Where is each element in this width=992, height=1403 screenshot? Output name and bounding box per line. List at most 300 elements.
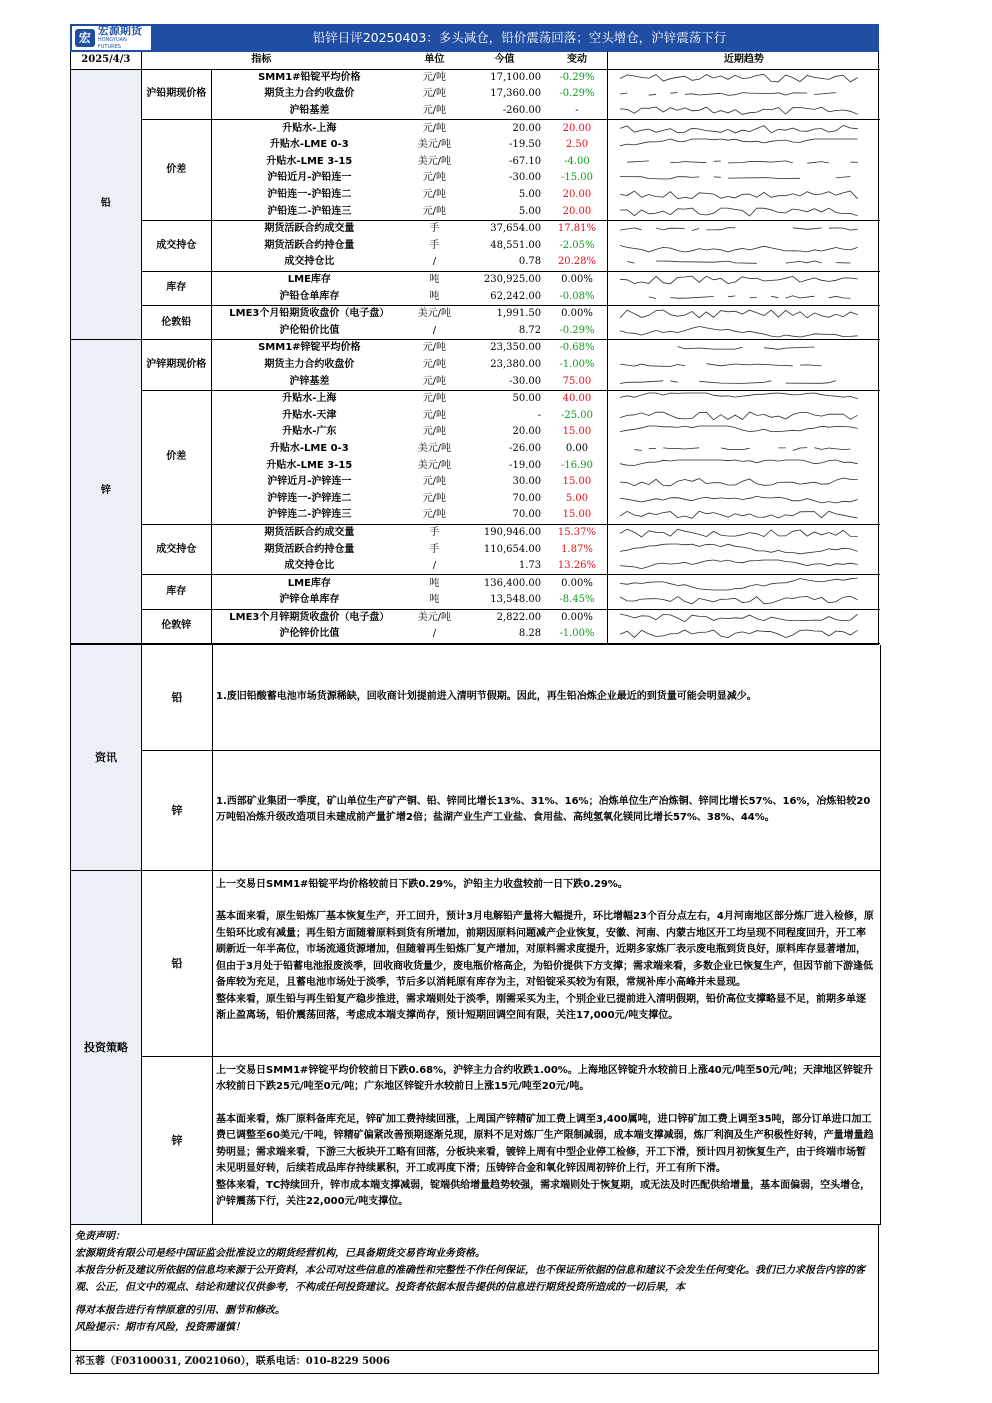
indicator-name: LME库存 — [287, 274, 331, 286]
indicator-name: 沪铅连二-沪铅连三 — [211, 203, 406, 220]
metal-group-label: 锌 — [71, 340, 141, 644]
category-label: 库存 — [141, 271, 211, 305]
unit-cell: 元/吨 — [422, 71, 447, 83]
trend-sparkline — [608, 626, 880, 642]
unit-cell: 手 — [429, 239, 440, 251]
report-banner — [70, 24, 879, 52]
indicator-name: 期货活跃合约成交量 — [264, 223, 355, 235]
unit-cell: 美元/吨 — [417, 611, 452, 623]
unit-cell: 吨 — [407, 592, 462, 609]
change-cell: -2.05% — [559, 239, 595, 251]
trend-cell — [607, 609, 880, 626]
unit-cell: / — [407, 558, 462, 575]
unit-cell: 元/吨 — [422, 492, 447, 504]
value-cell: 23,380.00 — [490, 358, 542, 370]
unit-cell: 元/吨 — [407, 373, 462, 390]
trend-sparkline — [608, 374, 880, 390]
value-cell: 13,548.00 — [462, 592, 547, 609]
trend-sparkline — [608, 306, 880, 322]
change-cell: 2.50 — [565, 139, 589, 151]
value-cell: 110,654.00 — [483, 543, 542, 555]
change-cell: -16.90 — [560, 459, 593, 471]
trend-cell — [607, 323, 880, 340]
category-label: 成交持仓 — [141, 220, 211, 271]
trend-cell — [607, 69, 880, 86]
trend-line — [620, 364, 843, 367]
change-cell: -1.00% — [547, 626, 607, 643]
indicator-name: 升贴水-LME 0-3 — [269, 139, 349, 151]
trend-line — [620, 191, 858, 199]
value-cell: -19.50 — [509, 139, 542, 151]
trend-sparkline — [608, 170, 880, 186]
change-cell: 1.87% — [561, 543, 593, 555]
change-cell: 17.81% — [557, 223, 597, 235]
trend-cell — [607, 86, 880, 103]
indicator-name: LME3个月铅期货收盘价（电子盘） — [229, 308, 390, 320]
unit-cell: 元/吨 — [422, 476, 447, 488]
trend-sparkline — [608, 610, 880, 626]
trend-cell — [607, 373, 880, 390]
unit-cell: 元/吨 — [422, 122, 447, 134]
trend-line — [620, 93, 858, 96]
trend-line — [634, 448, 857, 451]
value-cell: 17,100.00 — [490, 71, 542, 83]
trend-cell — [607, 170, 880, 187]
value-cell: 1,991.50 — [496, 308, 542, 320]
value-cell: 190,946.00 — [483, 526, 542, 538]
unit-cell: 元/吨 — [407, 203, 462, 220]
trend-cell — [607, 490, 880, 507]
trend-line — [620, 597, 858, 605]
trend-cell — [607, 524, 880, 541]
indicator-name: 升贴水-上海 — [282, 122, 337, 134]
trend-sparkline — [608, 70, 880, 86]
unit-cell: / — [407, 323, 462, 340]
trend-line — [620, 578, 858, 590]
trend-cell — [607, 474, 880, 491]
trend-line — [627, 261, 857, 263]
value-cell: 136,400.00 — [483, 577, 542, 589]
trend-cell — [607, 626, 880, 643]
trend-cell — [607, 424, 880, 441]
company-logo — [72, 26, 151, 50]
trend-line — [620, 276, 858, 284]
strategy-zinc-text — [213, 1057, 880, 1224]
trend-sparkline — [608, 254, 880, 270]
trend-sparkline — [608, 340, 880, 356]
trend-cell — [607, 407, 880, 424]
trend-sparkline — [608, 357, 880, 373]
trend-sparkline — [608, 238, 880, 254]
value-cell: 20.00 — [512, 122, 542, 134]
strategy-lead-para: 上一交易日SMM1#铅锭平均价格较前日下跌0.29%，沪铅主力收盘较前一日下跌0.29%。 — [216, 878, 628, 890]
indicator-name: 升贴水-广东 — [282, 426, 337, 438]
indicator-name: 沪铅仓单库存 — [211, 288, 406, 305]
trend-line — [620, 380, 858, 383]
indicator-name: 沪铅基差 — [211, 103, 406, 120]
indicator-name: 升贴水-天津 — [282, 409, 337, 421]
value-cell: 20.00 — [512, 426, 542, 438]
trend-cell — [607, 238, 880, 255]
change-cell: 40.00 — [562, 393, 592, 405]
indicator-table-frame — [70, 52, 879, 645]
trend-cell — [607, 592, 880, 609]
trend-line — [620, 496, 858, 503]
trend-sparkline — [608, 154, 880, 170]
trend-line — [627, 161, 857, 163]
category-label: 成交持仓 — [141, 524, 211, 575]
trend-line — [649, 295, 851, 298]
indicator-name: 沪锌近月-沪锌连一 — [267, 476, 352, 488]
unit-cell: 元/吨 — [407, 507, 462, 524]
trend-line — [620, 393, 858, 399]
unit-cell: 元/吨 — [422, 393, 447, 405]
trend-line — [620, 177, 850, 180]
table-row — [71, 305, 880, 322]
change-cell: -1.00% — [559, 358, 595, 370]
table-row — [71, 220, 880, 237]
change-cell: -0.29% — [547, 323, 607, 340]
metal-group-label: 铅 — [71, 69, 141, 340]
trend-line — [620, 74, 858, 82]
report-title: 铅锌日评20250403：多头减仓，铅价震荡回落；空头增仓，沪锌震荡下行 — [312, 30, 727, 45]
trend-sparkline — [608, 542, 880, 558]
trend-cell — [607, 390, 880, 407]
change-cell: -15.00 — [560, 172, 593, 184]
trend-cell — [607, 340, 880, 357]
trend-line — [620, 512, 858, 519]
change-cell: -25.00 — [560, 409, 593, 421]
logo-english: HONGYUAN FUTURES — [97, 37, 127, 50]
change-cell: -0.29% — [559, 71, 595, 83]
trend-line — [620, 412, 858, 420]
trend-cell — [607, 103, 880, 120]
value-cell: 0.78 — [462, 254, 547, 271]
disclaimer — [70, 1225, 879, 1351]
trend-sparkline — [608, 408, 880, 424]
value-cell: -67.10 — [509, 155, 542, 167]
disclaimer-line: 风险提示：期市有风险，投资需谨慎！ — [75, 1321, 245, 1333]
trend-sparkline — [608, 121, 880, 137]
value-cell: -30.00 — [462, 373, 547, 390]
trend-sparkline — [608, 289, 880, 305]
logo-mark-icon: 宏 — [75, 29, 95, 47]
value-cell: 37,654.00 — [490, 223, 542, 235]
trend-sparkline — [608, 576, 880, 592]
trend-cell — [607, 457, 880, 474]
news-label: 资讯 — [71, 645, 142, 870]
change-cell: 20.00 — [547, 203, 607, 220]
unit-cell: 手 — [429, 223, 440, 235]
header-change: 变动 — [547, 52, 607, 69]
category-label: 沪铅期现价格 — [141, 69, 211, 120]
change-cell: 15.00 — [547, 507, 607, 524]
unit-cell: 元/吨 — [422, 409, 447, 421]
trend-sparkline — [608, 491, 880, 507]
value-cell: 48,551.00 — [490, 239, 542, 251]
unit-cell: 吨 — [429, 577, 440, 589]
trend-sparkline — [608, 137, 880, 153]
value-cell: -260.00 — [462, 103, 547, 120]
disclaimer-line: 宏源期货有限公司是经中国证监会批准设立的期货经营机构，已具备期货交易咨询业务资格。 — [75, 1247, 485, 1259]
indicator-name: 升贴水-LME 3-15 — [266, 155, 353, 167]
unit-cell: 美元/吨 — [417, 459, 452, 471]
header-indicator: 指标 — [211, 52, 406, 69]
change-cell: - — [547, 103, 607, 120]
change-cell: 0.00% — [561, 274, 593, 286]
value-cell: -30.00 — [509, 172, 542, 184]
indicator-name: SMM1#铅锭平均价格 — [258, 71, 361, 83]
change-cell: -0.68% — [559, 342, 595, 354]
change-cell: 0.00% — [561, 611, 593, 623]
news-zinc-text: 1.西部矿业集团一季度，矿山单位生产矿产铜、铅、锌同比增长13%、31%、16%；冶炼单位生产冶炼铜、锌同比增长57%、16%，冶炼铅较20万吨铅冶炼升级改造项目未建成前产量扩增2倍；盐湖产业生产工业盐、食用盐、高纯氢氧化镁同比增长57%、38%、44%。 — [216, 796, 871, 824]
trend-cell — [607, 357, 880, 374]
trend-cell — [607, 120, 880, 137]
trend-sparkline — [608, 103, 880, 119]
trend-cell — [607, 220, 880, 237]
table-row — [71, 271, 880, 288]
news-lead-label: 铅 — [142, 645, 213, 750]
trend-cell — [607, 288, 880, 305]
trend-sparkline — [608, 592, 880, 608]
trend-line — [620, 125, 858, 132]
value-cell: 5.00 — [462, 203, 547, 220]
trend-line — [620, 544, 858, 554]
trend-line — [620, 478, 858, 486]
trend-sparkline — [608, 458, 880, 474]
strategy-zinc-para: 整体来看，TC持续回升，锌市成本端支撑减弱，锭端供给增量趋势较强，需求端则处于恢复期，或无法及时匹配供给增量，基本面偏弱，空头增仓，沪锌震荡下行，关注22,000元/吨支撑位。 — [216, 1179, 871, 1208]
change-cell: -8.45% — [547, 592, 607, 609]
unit-cell: 吨 — [429, 274, 440, 286]
table-row — [71, 524, 880, 541]
trend-cell — [607, 137, 880, 154]
trend-cell — [607, 187, 880, 204]
category-label: 伦敦锌 — [141, 609, 211, 643]
disclaimer-line: 本报告分析及建议所依据的信息均来源于公开资料，本公司对这些信息的准确性和完整性不作任何保证，也不保证所依据的信息和建议不会发生任何变化。我们已力求报告内容的客观、公正，但文中的观点、结论和建议仅供参考，不构成任何投资建议。投资者依据本报告提供的信息进行期货投资所造成的一切后果，本 — [75, 1264, 865, 1293]
trend-line — [620, 426, 858, 432]
trend-line — [620, 614, 858, 622]
indicator-name: 升贴水-LME 0-3 — [269, 442, 349, 454]
strategy-zinc-label: 锌 — [142, 1057, 213, 1224]
change-cell: 20.00 — [562, 122, 592, 134]
trend-line — [677, 347, 850, 350]
category-label: 价差 — [141, 390, 211, 524]
unit-cell: 元/吨 — [422, 426, 447, 438]
unit-cell: 元/吨 — [422, 88, 447, 100]
trend-sparkline — [608, 323, 880, 339]
indicator-name: 期货主力合约收盘价 — [264, 88, 355, 100]
table-row — [71, 609, 880, 626]
change-cell: 13.26% — [547, 558, 607, 575]
report-sheet — [70, 24, 879, 1374]
trend-cell — [607, 541, 880, 558]
value-cell: 70.00 — [462, 507, 547, 524]
change-cell: 0.00% — [561, 577, 593, 589]
trend-cell — [607, 558, 880, 575]
trend-sparkline — [608, 441, 880, 457]
header-unit: 单位 — [407, 52, 462, 69]
value-cell: -26.00 — [509, 442, 542, 454]
indicator-name: 沪铅近月-沪铅连一 — [267, 172, 352, 184]
trend-line — [620, 228, 858, 231]
indicator-name: 期货活跃合约持仓量 — [264, 543, 355, 555]
category-label: 价差 — [141, 120, 211, 221]
trend-line — [620, 310, 858, 318]
indicator-name: LME库存 — [287, 577, 331, 589]
value-cell: -19.00 — [509, 459, 542, 471]
table-row — [71, 390, 880, 407]
indicator-name: 期货活跃合约成交量 — [264, 526, 355, 538]
value-cell: 2,822.00 — [496, 611, 542, 623]
table-row — [71, 69, 880, 86]
value-cell: 50.00 — [512, 393, 542, 405]
header-value: 今值 — [462, 52, 547, 69]
category-label: 伦敦铅 — [141, 305, 211, 339]
indicator-name: 升贴水-上海 — [282, 393, 337, 405]
change-cell: 20.28% — [547, 254, 607, 271]
news-lead-text: 1.废旧铅酸蓄电池市场货源稀缺，回收商计划提前进入清明节假期。因此，再生铅冶炼企业最近的到货量可能会明显减少。 — [216, 691, 757, 703]
trend-sparkline — [608, 474, 880, 490]
change-cell: 5.00 — [565, 492, 589, 504]
strategy-lead-text — [213, 871, 880, 1056]
trend-line — [620, 245, 858, 252]
change-cell: -0.08% — [547, 288, 607, 305]
unit-cell: 元/吨 — [422, 189, 447, 201]
category-label: 库存 — [141, 575, 211, 609]
trend-sparkline — [608, 424, 880, 440]
value-cell: 30.00 — [512, 476, 542, 488]
unit-cell: 美元/吨 — [417, 155, 452, 167]
indicator-name: 沪铅连一-沪铅连二 — [267, 189, 352, 201]
change-cell: -0.29% — [559, 88, 595, 100]
indicator-name: 成交持仓比 — [211, 558, 406, 575]
trend-sparkline — [608, 221, 880, 237]
change-cell: 15.37% — [557, 526, 597, 538]
indicator-name: 期货主力合约收盘价 — [264, 358, 355, 370]
news-zinc-label: 锌 — [142, 751, 213, 870]
value-cell: 8.28 — [462, 626, 547, 643]
category-label: 沪锌期现价格 — [141, 340, 211, 391]
trend-sparkline — [608, 187, 880, 203]
table-row — [71, 340, 880, 357]
change-cell: 75.00 — [547, 373, 607, 390]
indicator-name: 期货活跃合约持仓量 — [264, 239, 355, 251]
strategy-lead-para: 整体来看，原生铅与再生铅复产稳步推进，需求端则处于淡季，刚需采买为主，个别企业已提前进入清明假期，铅价高位支撑略显不足，前期多单逐渐止盈离场，铅价震荡回落，考虑成本端支撑尚存，预计短期回调空间有限，关注17,000元/吨支撑位。 — [216, 993, 866, 1022]
trend-sparkline — [608, 204, 880, 220]
indicator-table — [71, 52, 880, 644]
trend-sparkline — [608, 391, 880, 407]
logo-name: 宏源期货 — [97, 24, 142, 37]
news-section — [70, 645, 881, 871]
author-footer: 祁玉蓉（F03100031, Z0021060），联系电话：010-8229 5006 — [70, 1351, 879, 1374]
table-row — [71, 120, 880, 137]
unit-cell: / — [407, 626, 462, 643]
strategy-label: 投资策略 — [71, 871, 142, 1224]
value-cell: 8.72 — [462, 323, 547, 340]
trend-cell — [607, 441, 880, 458]
trend-sparkline — [608, 272, 880, 288]
value-cell: 1.73 — [462, 558, 547, 575]
change-cell: 20.00 — [562, 189, 592, 201]
change-cell: 15.00 — [562, 426, 592, 438]
trend-line — [620, 107, 858, 114]
unit-cell: 元/吨 — [422, 172, 447, 184]
unit-cell: 元/吨 — [407, 103, 462, 120]
header-trend: 近期趋势 — [607, 52, 880, 69]
indicator-name: SMM1#锌锭平均价格 — [258, 342, 361, 354]
indicator-name: 沪伦铅价比值 — [211, 323, 406, 340]
value-cell: 5.00 — [518, 189, 542, 201]
unit-cell: 元/吨 — [422, 342, 447, 354]
indicator-name: 成交持仓比 — [211, 254, 406, 271]
strategy-lead-para: 基本面来看，原生铅炼厂基本恢复生产，开工回升，预计3月电解铅产量将大幅提升，环比增幅23个百分点左右，4月河南地区部分炼厂进入检修，原生铅环比或有减量；再生铅方面随着原料到货有所增加，前期因原料问题减产企业恢复，安徽、河南、内蒙古地区开工均呈现不同程度回升，开工率刷新近一年半高位，市场流通货源增加，但随着再生铅炼厂复产增加，对原料需求度提升，近期多家炼厂表示废电瓶到货良好，原料库存显著增加，但由于3月处于铅蓄电池报废淡季，回收商收货量少，废电瓶价格高企，为铅价提供下方支撑；需求端来看，多数企业已恢复生产，但因节前下游逢低备库较为充足，且蓄电池市场处于淡季，节后多以消耗原有库存为主，对铅锭采买较为有限，常规补库小高峰并未显现。 — [216, 911, 874, 989]
value-cell: 70.00 — [512, 492, 542, 504]
change-cell: 0.00 — [565, 442, 589, 454]
indicator-name: 升贴水-LME 3-15 — [266, 459, 353, 471]
trend-line — [620, 326, 858, 337]
trend-line — [620, 529, 858, 537]
disclaimer-title: 免责声明： — [75, 1230, 125, 1242]
indicator-name: 沪锌基差 — [211, 373, 406, 390]
unit-cell: 元/吨 — [422, 358, 447, 370]
unit-cell: 美元/吨 — [417, 308, 452, 320]
trend-cell — [607, 305, 880, 322]
unit-cell: / — [407, 254, 462, 271]
trend-sparkline — [608, 558, 880, 574]
disclaimer-line: 得对本报告进行有悖原意的引用、删节和修改。 — [75, 1304, 285, 1316]
value-cell: 23,350.00 — [490, 342, 542, 354]
unit-cell: 吨 — [407, 288, 462, 305]
unit-cell: 美元/吨 — [417, 442, 452, 454]
trend-line — [620, 139, 858, 146]
trend-cell — [607, 507, 880, 524]
trend-cell — [607, 254, 880, 271]
indicator-name: 沪锌连二-沪锌连三 — [211, 507, 406, 524]
indicator-name: 沪伦锌价比值 — [211, 626, 406, 643]
unit-cell: 手 — [429, 543, 440, 555]
unit-cell: 手 — [429, 526, 440, 538]
trend-sparkline — [608, 507, 880, 523]
value-cell: - — [537, 409, 542, 421]
strategy-lead-label: 铅 — [142, 871, 213, 1056]
change-cell: 0.00% — [561, 308, 593, 320]
trend-cell — [607, 575, 880, 592]
value-cell: 17,360.00 — [490, 88, 542, 100]
trend-cell — [607, 154, 880, 171]
indicator-name: LME3个月锌期货收盘价（电子盘） — [229, 611, 390, 623]
change-cell: -4.00 — [564, 155, 590, 167]
indicator-name: 沪锌连一-沪锌连二 — [267, 492, 352, 504]
trend-line — [620, 560, 858, 569]
strategy-section — [70, 871, 881, 1225]
value-cell: 230,925.00 — [483, 274, 542, 286]
strategy-zinc-para: 基本面来看，炼厂原料备库充足，锌矿加工费持续回涨，上周国产锌精矿加工费上调至3,400属吨，进口锌矿加工费上调至35吨，部分订单进口加工费已调整至60美元/干吨，锌精矿偏紧改善预期逐渐兑现，原料不足对炼厂生产限制减弱，成本端支撑减弱，炼厂利润及生产积极性好转，产量增量趋势明显；需求端来看，下游三大板块开工略有回落，分板块来看，镀锌上周有中型企业停工检修，开工下滑，预计四月初恢复生产，由于终端市场暂未见明显好转，后续若成品库存持续累积，开工或再度下滑；压铸锌合金和氧化锌因周初锌价上行，开工有所下滑。 — [216, 1113, 874, 1175]
unit-cell: 美元/吨 — [417, 139, 452, 151]
trend-line — [620, 630, 858, 638]
indicator-name: 沪锌仓单库存 — [211, 592, 406, 609]
trend-cell — [607, 271, 880, 288]
table-header-row — [71, 52, 880, 69]
strategy-zinc-para: 上一交易日SMM1#锌锭平均价较前日下跌0.68%，沪锌主力合约收跌1.00%。上海地区锌锭升水较前日上涨40元/吨至50元/吨；天津地区锌锭升水较前日下跌25元/吨至0元/吨；广东地区锌锭升水较前日上涨15元/吨至20元/吨。 — [216, 1064, 873, 1093]
table-row — [71, 575, 880, 592]
trend-sparkline — [608, 86, 880, 102]
trend-cell — [607, 203, 880, 220]
report-date: 2025/4/3 — [71, 52, 141, 69]
value-cell: 62,242.00 — [462, 288, 547, 305]
trend-line — [620, 208, 858, 216]
trend-line — [620, 460, 858, 465]
change-cell: 15.00 — [562, 476, 592, 488]
